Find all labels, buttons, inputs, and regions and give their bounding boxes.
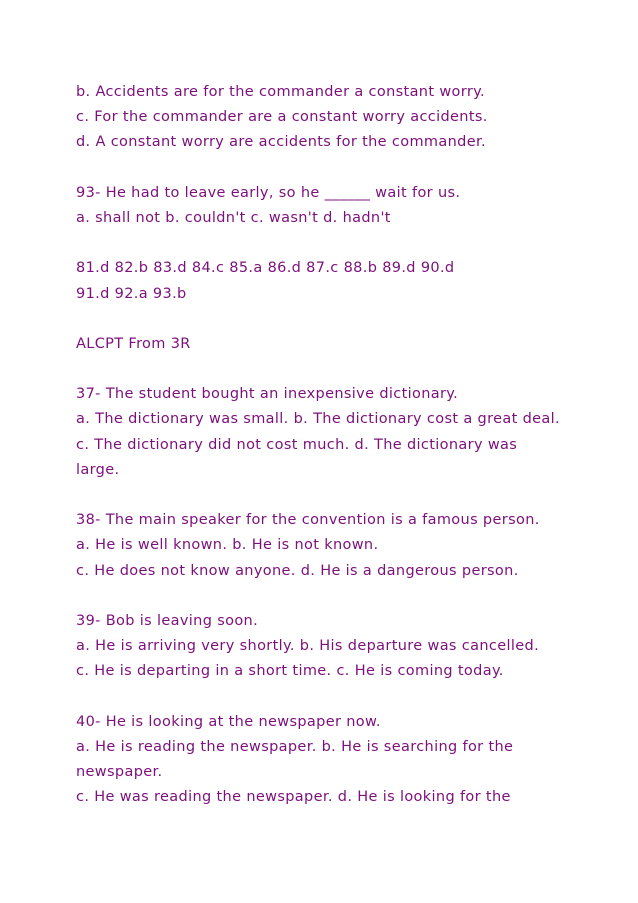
question-40-options: a. He is reading the newspaper. b. He is searching for the bbox=[76, 738, 514, 755]
paragraph-gap bbox=[76, 156, 624, 181]
option-line: d. A constant worry are accidents for the commander. bbox=[76, 134, 486, 151]
question-39-options: c. He is departing in a short time. c. He is coming today. bbox=[76, 663, 504, 680]
question-37-options: c. The dictionary did not cost much. d. The dictionary was bbox=[76, 436, 518, 453]
option-line: c. For the commander are a constant worry accidents. bbox=[76, 109, 488, 126]
question-37: 37- The student bought an inexpensive dictionary. bbox=[76, 386, 459, 403]
paragraph-gap bbox=[76, 231, 624, 256]
paragraph-gap bbox=[76, 584, 624, 609]
question-40-options: newspaper. bbox=[76, 764, 163, 781]
question-39-options: a. He is arriving very shortly. b. His departure was cancelled. bbox=[76, 638, 540, 655]
question-40-options: c. He was reading the newspaper. d. He is looking for the bbox=[76, 789, 511, 806]
section-heading: ALCPT From 3R bbox=[76, 335, 191, 352]
answer-key-line: 91.d 92.a 93.b bbox=[76, 285, 187, 302]
paragraph-gap bbox=[76, 307, 624, 332]
question-40: 40- He is looking at the newspaper now. bbox=[76, 713, 381, 730]
question-39: 39- Bob is leaving soon. bbox=[76, 612, 259, 629]
question-37-options: large. bbox=[76, 461, 120, 478]
answer-key-line: 81.d 82.b 83.d 84.c 85.a 86.d 87.c 88.b 89.d 90.d bbox=[76, 260, 455, 277]
question-37-options: a. The dictionary was small. b. The dictionary cost a great deal. bbox=[76, 411, 560, 428]
question-93-options: a. shall not b. couldn't c. wasn't d. hadn't bbox=[76, 209, 391, 226]
document-page bbox=[76, 80, 624, 810]
paragraph-gap bbox=[76, 483, 624, 508]
paragraph-gap bbox=[76, 357, 624, 382]
question-93: 93- He had to leave early, so he ______ wait for us. bbox=[76, 184, 461, 201]
question-38-options: a. He is well known. b. He is not known. bbox=[76, 537, 379, 554]
paragraph-gap bbox=[76, 685, 624, 710]
question-38: 38- The main speaker for the convention is a famous person. bbox=[76, 512, 540, 529]
option-line: b. Accidents are for the commander a constant worry. bbox=[76, 84, 485, 100]
question-38-options: c. He does not know anyone. d. He is a dangerous person. bbox=[76, 562, 519, 579]
